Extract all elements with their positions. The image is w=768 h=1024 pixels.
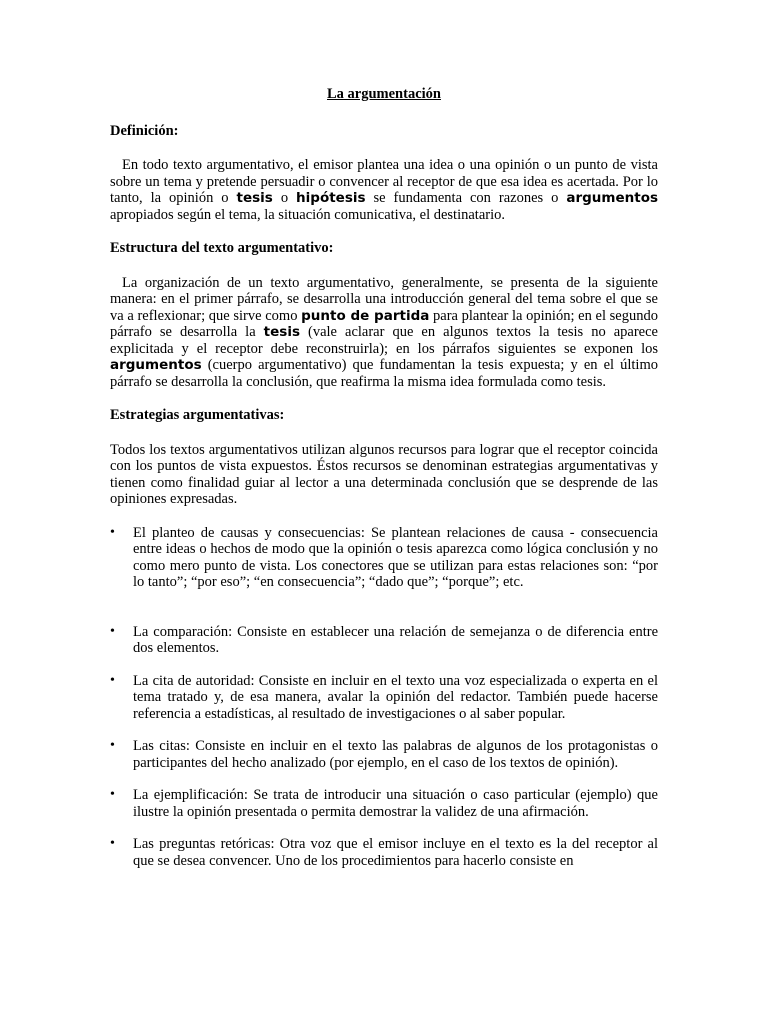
bold-term-punto-de-partida: punto de partida — [301, 307, 430, 324]
bullet-icon: • — [110, 524, 115, 540]
list-item-text: La comparación: Consiste en establecer una relación de semejanza o de diferencia entre dos elementos. — [133, 623, 658, 656]
strategies-intro: Todos los textos argumentativos utilizan algunos recursos para lograr que el receptor coincida con los puntos de vista expuestos. Éstos recursos se denominan estrategias argumentativas y tienen como finalidad guiar al lector a una determinada conclusión que se desprende de las opiniones expresadas. — [110, 441, 658, 507]
bold-term-tesis: tesis — [263, 324, 300, 340]
text-run: (cuerpo argumentativo) que fundamentan la tesis expuesta; y en el último párrafo se desarrolla la conclusión, que reafirma la misma idea formulada como tesis. — [110, 357, 658, 390]
list-item — [110, 738, 658, 771]
bullet-icon: • — [110, 787, 115, 802]
document-title: La argumentación — [327, 86, 441, 102]
bold-term-tesis: tesis — [236, 190, 273, 206]
text-run: se fundamenta con razones o — [365, 190, 567, 206]
strategies-heading: Estrategias argumentativas: — [110, 407, 285, 423]
list-item — [110, 836, 658, 869]
bold-term-argumentos: argumentos — [110, 357, 202, 373]
bullet-icon: • — [110, 738, 115, 753]
bullet-icon: • — [110, 672, 115, 688]
bold-term-hipotesis: hipótesis — [296, 190, 366, 206]
text-run: La organización de un texto argumentativo, generalmente, se presenta de la siguiente manera: en el primer párrafo, se desarrolla una introducción general del tema sobre el que se va a reflexionar; que sirve como — [110, 274, 658, 324]
text-run: o — [272, 190, 297, 206]
bullet-icon: • — [110, 836, 115, 851]
list-item-text: Las citas: Consiste en incluir en el texto las palabras de algunos de los protagonistas o participantes del hecho analizado (por ejemplo, en el caso de los textos de opinión). — [133, 738, 658, 771]
text-run: En todo texto argumentativo, el emisor plantea una idea o una opinión o un punto de vista sobre un tema y pretende persuadir o convencer al receptor de que esa idea es acertada. Por lo tanto, la opinión o — [110, 157, 658, 206]
list-item — [110, 525, 658, 591]
strategies-list — [110, 525, 658, 870]
list-item-text: La ejemplificación: Se trata de introducir una situación o caso particular (ejemplo) que ilustre la opinión presentada o permita demostrar la validez de una afirmación. — [133, 787, 658, 820]
list-item-text: La cita de autoridad: Consiste en incluir en el texto una voz especializada o experta en el tema tratado y, de esa manera, avalar la opinión del redactor. También puede hacerse referencia a estadísticas, al resultado de investigaciones o al saber popular. — [133, 672, 658, 722]
document-page — [110, 86, 658, 885]
list-item — [110, 624, 658, 657]
text-run: (vale aclarar que en algunos textos la tesis no aparece explicitada y el receptor debe reconstruirla); en los párrafos siguientes se exponen los — [110, 324, 658, 357]
definition-paragraph — [110, 157, 658, 223]
bullet-icon: • — [110, 623, 115, 639]
list-item-text: El planteo de causas y consecuencias: Se plantean relaciones de causa - consecuencia entre ideas o hechos de modo que la opinión o tesis aparezca como lógica conclusión y no como mero punto de vista. Los conectores que se utilizan para estas relaciones son: “por lo tanto”; “por eso”; “en consecuencia”; “dado que”; “porque”; etc. — [133, 524, 658, 590]
text-run: para plantear la opinión; en el segundo párrafo se desarrolla la — [110, 307, 658, 340]
text-run: apropiados según el tema, la situación comunicativa, el destinatario. — [110, 206, 505, 223]
definition-heading: Definición: — [110, 122, 179, 139]
structure-paragraph — [110, 275, 658, 391]
list-item — [110, 787, 658, 820]
list-item — [110, 673, 658, 723]
structure-heading: Estructura del texto argumentativo: — [110, 240, 334, 256]
list-item-text: Las preguntas retóricas: Otra voz que el emisor incluye en el texto es la del receptor al que se desea convencer. Uno de los procedimientos para hacerlo consiste en — [133, 836, 658, 869]
bold-term-argumentos: argumentos — [566, 190, 658, 206]
